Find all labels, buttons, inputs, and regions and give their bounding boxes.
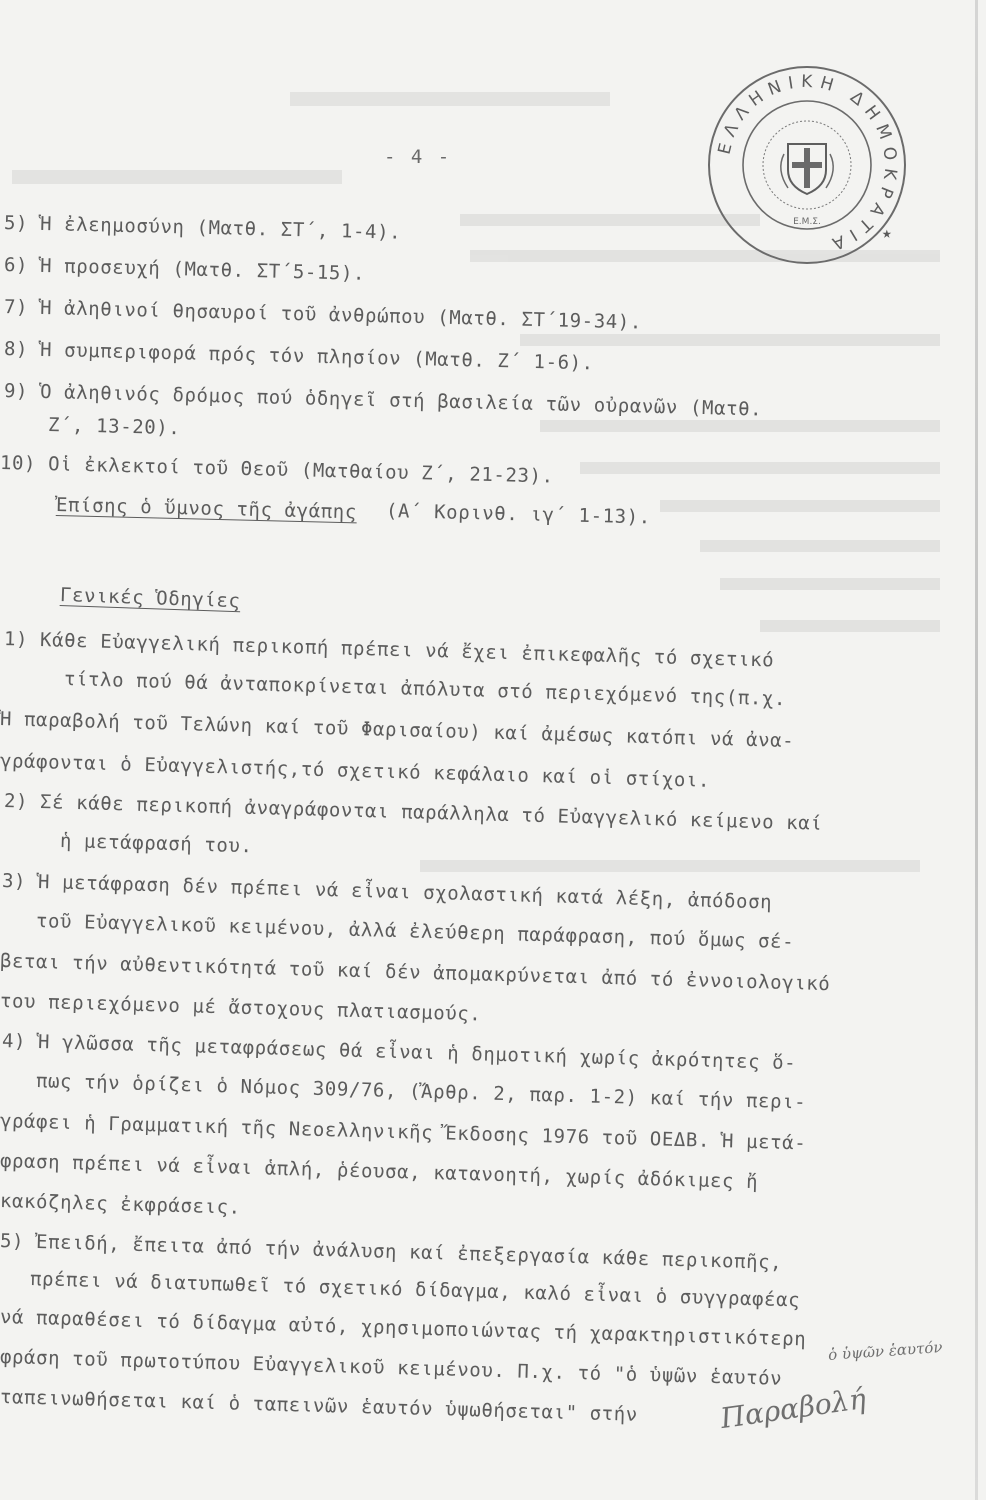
handwritten-note: ὁ ὑψῶν ἑαυτόν [827,1338,944,1364]
section-heading: Γενικές Ὁδηγίες [59,584,241,613]
hymn-of-love-heading: Ἐπίσης ὁ ὕμνος τῆς ἀγάπης [55,494,358,524]
paragraph-line: πρέπει νά διατυπωθεῖ τό σχετικό δίδαγμα, καλό εἶναι ὁ συγγραφέας [29,1268,801,1312]
paragraph-line: ἡ μετάφρασή του. [59,830,253,858]
list-item-continuation: Ζ΄, 13-20). [47,414,181,440]
paragraph-line: φράση τοῦ πρωτοτύπου Εὐαγγελικοῦ κειμένου. Π.χ. τό "ὁ ὑψῶν ἑαυτόν [0,1346,783,1390]
paragraph-line: 4) Ἡ γλῶσσα τῆς μεταφράσεως θά εἶναι ἡ δημοτική χωρίς ἀκρότητες ὅ- [1,1030,797,1075]
page-edge [975,0,978,1500]
paragraph-line: ταπεινωθήσεται καί ὁ ταπεινῶν ἑαυτόν ὑψωθήσεται" στήν [0,1386,639,1426]
paragraph-line: του περιεχόμενο μέ ἄστοχους πλατιασμούς. [0,990,482,1026]
paragraph-line: τίτλο πού θά ἀνταποκρίνεται ἀπόλυτα στό περιεχόμενό της(π.χ. [63,668,787,711]
paragraph-line: 3) Ἡ μετάφραση δέν πρέπει νά εἶναι σχολαστική κατά λέξη, ἀπόδοση [1,870,773,914]
paragraph-line: φραση πρέπει νά εἶναι ἁπλή, ῥέουσα, κατανοητή, χωρίς ἀδόκιμες ἤ [0,1150,759,1194]
list-item: 6) Ἡ προσευχή (Ματθ. ΣΤ΄5-15). [3,254,366,285]
paragraph-line: πως τήν ὁρίζει ὁ Νόμος 309/76, (Ἄρθρ. 2, παρ. 1-2) καί τήν περι- [35,1070,807,1114]
handwritten-note: Παραβολή [718,1381,868,1436]
hymn-of-love-reference: (Α΄ Κορινθ. ιγ΄ 1-13). [385,500,652,529]
paragraph-line: γράφονται ὁ Εὐαγγελιστής,τό σχετικό κεφάλαιο καί οἱ στίχοι. [0,750,711,792]
paragraph-line: Ἡ παραβολή τοῦ Τελώνη καί τοῦ Φαρισαίου) καί ἀμέσως κατόπι νά ἀνα- [0,708,795,753]
paragraph-line: 1) Κάθε Εὐαγγελική περικοπή πρέπει νά ἔχει ἐπικεφαλῆς τό σχετικό [3,628,775,672]
list-item: 7) Ἡ ἀληθινοί θησαυροί τοῦ ἀνθρώπου (Ματθ. ΣΤ΄19-34). [3,296,643,334]
list-item: 10) Οἱ ἐκλεκτοί τοῦ Θεοῦ (Ματθαίου Ζ΄, 21-23). [0,452,554,488]
seal-bottom-text: Ε.Μ.Σ. [793,217,821,227]
paragraph-line: 5) Ἐπειδή, ἔπειτα ἀπό τήν ἀνάλυση καί ἐπεξεργασία κάθε περικοπῆς, [0,1230,783,1274]
star-icon: ★ [882,223,892,242]
official-seal [704,62,910,268]
paragraph-line: 2) Σέ κάθε περικοπή ἀναγράφονται παράλληλα τό Εὐαγγελικό κείμενο καί [3,790,823,835]
page-number: - 4 - [384,146,452,168]
paragraph-line: κακόζηλες ἐκφράσεις. [0,1190,241,1219]
seal-ring-text: ΕΛΛΗΝΙΚΗ ΔΗΜΟΚΡΑΤΙΑ [714,71,901,256]
paragraph-line: βεται τήν αὐθεντικότητά τοῦ καί δέν ἀπομακρύνεται ἀπό τό ἐννοιολογικό [0,950,831,996]
list-item: 9) Ὁ ἀληθινός δρόμος πού ὁδηγεῖ στή βασιλεία τῶν οὐρανῶν (Ματθ. [3,380,763,421]
list-item: 8) Ἡ συμπεριφορά πρός τόν πλησίον (Ματθ. Ζ΄ 1-6). [3,338,595,375]
list-item: 5) Ἡ ἐλεημοσύνη (Ματθ. ΣΤ΄, 1-4). [3,212,402,244]
paragraph-line: νά παραθέσει τό δίδαγμα αὐτό, χρησιμοποιώντας τή χαρακτηριστικότερη [0,1306,807,1351]
paragraph-line: τοῦ Εὐαγγελικοῦ κειμένου, ἀλλά ἐλεύθερη παράφραση, πού ὅμως σέ- [35,910,795,954]
coat-of-arms-icon [763,121,851,209]
paragraph-line: γράφει ἡ Γραμματική τῆς Νεοελληνικῆς Ἔκδοσης 1976 τοῦ ΟΕΔΒ. Ἡ μετά- [0,1110,807,1155]
